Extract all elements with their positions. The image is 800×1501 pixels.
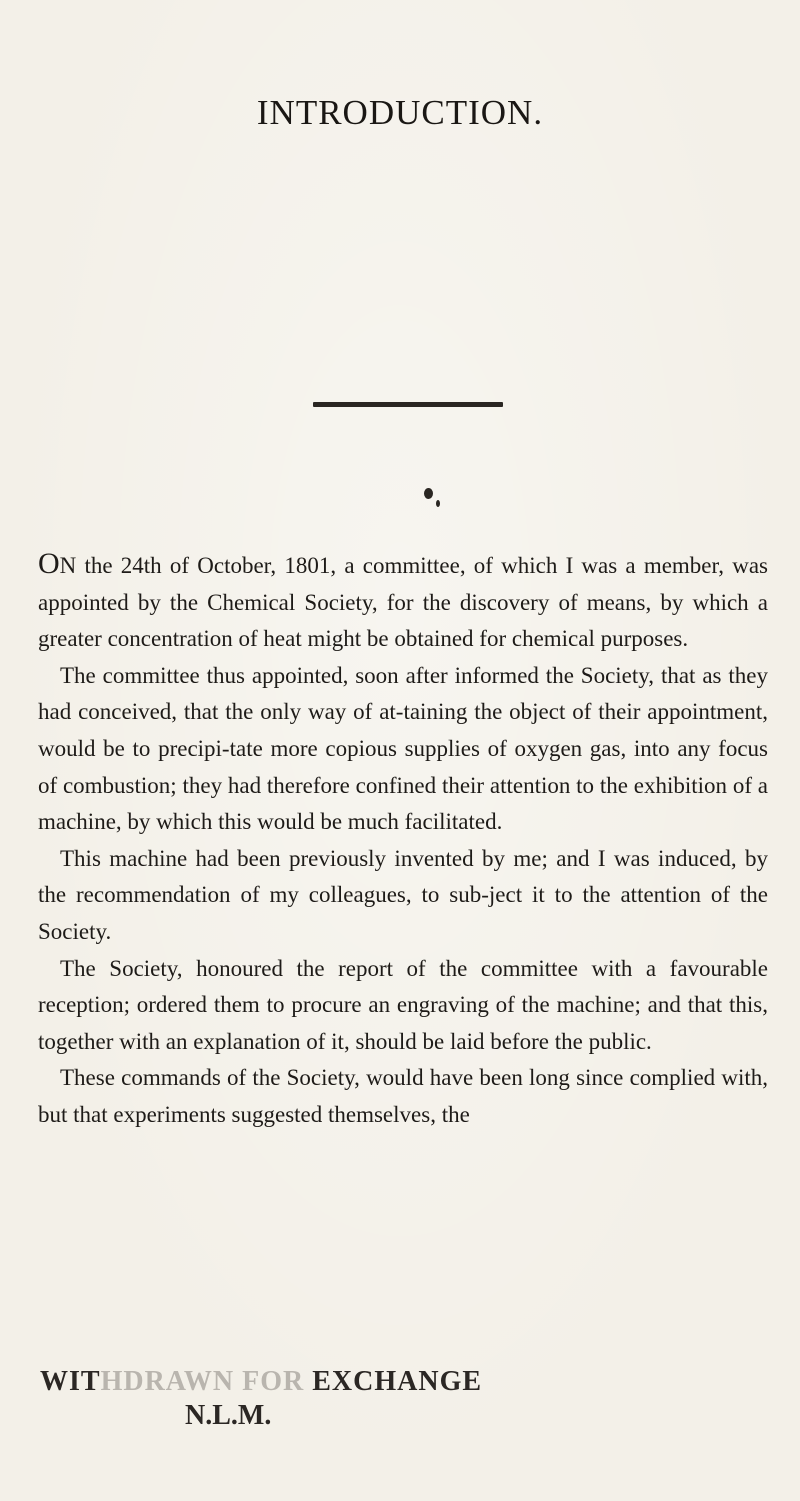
stamp-text: EXCHANGE	[312, 1366, 483, 1397]
library-stamp	[40, 1366, 780, 1432]
ink-speck	[424, 488, 433, 499]
paragraph	[38, 546, 768, 658]
drop-cap: O	[38, 547, 60, 580]
paragraph: These commands of the Society, would have been long since complied with, but that experiments suggested themselves, the	[38, 1065, 768, 1127]
stamp-text: WIT	[40, 1366, 101, 1397]
stamp-line-2: N.L.M.	[185, 1400, 272, 1431]
body-text	[38, 546, 768, 1134]
paragraph-text: N the 24th of October, 1801, a committee, of which I was a member, was appointed by the Chemical Society, for the discovery of means, by which a greater concentration of heat might be obtained for chemical purposes.	[38, 553, 768, 652]
heading-rule	[313, 402, 503, 407]
ink-speck	[436, 500, 440, 507]
stamp-line-1	[40, 1366, 780, 1398]
page-heading: INTRODUCTION.	[256, 93, 544, 132]
paragraph: The committee thus appointed, soon after informed the Society, that as they had conceived, that the only way of at-taining the object of their appointment, would be to precipi-tate more copious supplies of oxygen gas, into any focus of combustion; they had therefore confined their attention to the exhibition of a machine, by which this would be much facilitated.	[38, 662, 768, 835]
stamp-faded-text: HDRAWN FOR	[100, 1366, 313, 1397]
paragraph: The Society, honoured the report of the committee with a favourable reception; ordered them to procure an engraving of the machine; and that this, together with an explanation of it, should be laid before the public.	[38, 955, 768, 1054]
paragraph: This machine had been previously invented by me; and I was induced, by the recommendation of my colleagues, to sub-ject it to the attention of the Society.	[38, 845, 768, 944]
